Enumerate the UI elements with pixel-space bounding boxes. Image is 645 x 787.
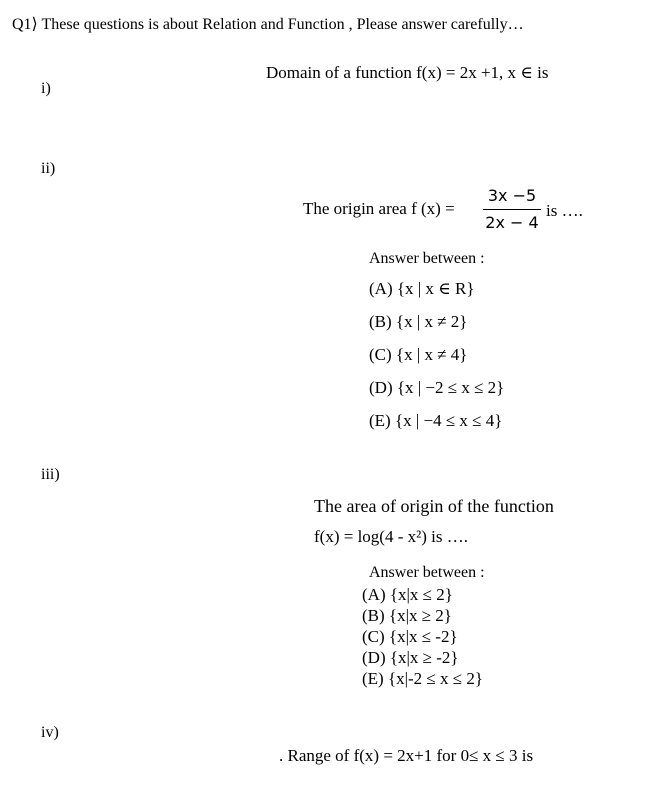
option-e: (E) {x|-2 ≤ x ≤ 2} — [362, 669, 484, 688]
question-number-i: i) — [41, 80, 51, 97]
option-b: (B) {x|x ≥ 2} — [362, 606, 452, 625]
option-a: (A) {x|x ≤ 2} — [362, 585, 453, 604]
option-c: (C) {x | x ≠ 4} — [369, 345, 468, 364]
question-ii-answers — [369, 248, 504, 441]
question-number-iv: iv) — [41, 724, 59, 741]
question-i-text: Domain of a function f(x) = 2x +1, x ∈ is — [266, 63, 549, 82]
question-ii-fraction — [483, 185, 541, 234]
option-b: (B) {x | x ≠ 2} — [369, 312, 468, 331]
fraction-numerator: 3x −5 — [487, 186, 537, 205]
question-iii-function: f(x) = log(4 - x²) is …. — [314, 527, 468, 546]
page-header: Q1⟩ These questions is about Relation and Function , Please answer carefully… — [12, 16, 524, 33]
question-ii-prefix: The origin area f (x) = — [303, 199, 455, 218]
option-d: (D) {x | −2 ≤ x ≤ 2} — [369, 378, 505, 397]
question-iii-answers — [362, 562, 485, 689]
question-iv-text: . Range of f(x) = 2x+1 for 0≤ x ≤ 3 is — [279, 746, 534, 765]
question-iii-title: The area of origin of the function — [314, 496, 554, 516]
question-number-ii: ii) — [41, 160, 56, 177]
option-d: (D) {x|x ≥ -2} — [362, 648, 459, 667]
fraction-bar — [483, 209, 541, 210]
option-a: (A) {x | x ∈ R} — [369, 279, 475, 298]
fraction-denominator: 2x − 4 — [485, 213, 539, 232]
answer-label: Answer between : — [369, 564, 485, 581]
question-ii-suffix: is …. — [546, 201, 583, 220]
option-c: (C) {x|x ≤ -2} — [362, 627, 458, 646]
option-e: (E) {x | −4 ≤ x ≤ 4} — [369, 411, 503, 430]
answer-label: Answer between : — [369, 250, 485, 267]
question-number-iii: iii) — [41, 466, 60, 483]
